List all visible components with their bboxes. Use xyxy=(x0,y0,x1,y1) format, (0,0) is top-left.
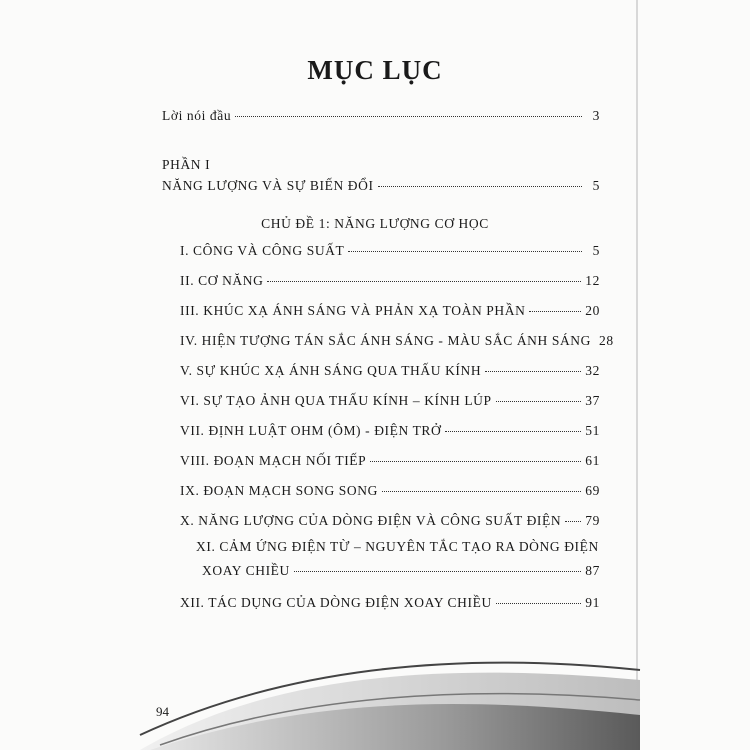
toc-entry xyxy=(180,333,614,349)
toc-entry-preface xyxy=(162,108,600,124)
toc-entry-label: IV. HIỆN TƯỢNG TÁN SẮC ÁNH SÁNG - MÀU SẮC ÁNH SÁNG xyxy=(180,333,591,348)
toc-entry-label: Lời nói đầu xyxy=(162,108,232,123)
toc-entry-label: VIII. ĐOẠN MẠCH NỐI TIẾP xyxy=(180,453,367,468)
toc-entry xyxy=(180,243,600,259)
dot-leader xyxy=(445,431,581,432)
dot-leader xyxy=(496,603,582,604)
toc-entry-page: 28 xyxy=(599,333,614,348)
page-number: 94 xyxy=(156,704,169,719)
dot-leader xyxy=(294,571,581,572)
toc-entry-page: 3 xyxy=(592,108,600,123)
toc-entry xyxy=(180,393,600,409)
toc-entry-page: 91 xyxy=(585,595,600,610)
toc-entry-label: NĂNG LƯỢNG VÀ SỰ BIẾN ĐỔI xyxy=(162,178,374,193)
toc-entry-label: V. SỰ KHÚC XẠ ÁNH SÁNG QUA THẤU KÍNH xyxy=(180,363,482,378)
dot-leader xyxy=(485,371,581,372)
toc-entry-page: 32 xyxy=(585,363,600,378)
toc-entry xyxy=(180,595,600,611)
part-heading: PHẦN I xyxy=(162,157,211,172)
toc-entry-label: I. CÔNG VÀ CÔNG SUẤT xyxy=(180,243,345,258)
toc-entry-page: 69 xyxy=(585,483,600,498)
decorative-wave xyxy=(0,640,750,750)
toc-entry-page: 61 xyxy=(585,453,600,468)
dot-leader xyxy=(235,116,582,117)
toc-entry xyxy=(202,563,600,579)
toc-entry-label: X. NĂNG LƯỢNG CỦA DÒNG ĐIỆN VÀ CÔNG SUẤT ĐIỆN xyxy=(180,513,562,528)
toc-entry-label-line1: XI. CẢM ỨNG ĐIỆN TỪ – NGUYÊN TẮC TẠO RA DÒNG ĐIỆN xyxy=(196,539,599,554)
dot-leader xyxy=(267,281,581,282)
toc-entry-page: 37 xyxy=(585,393,600,408)
toc-entry-page: 20 xyxy=(585,303,600,318)
toc-entry-page: 5 xyxy=(592,243,600,258)
toc-entry xyxy=(180,483,600,499)
toc-entry-part xyxy=(162,178,600,194)
dot-leader xyxy=(370,461,581,462)
topic-heading: CHỦ ĐỀ 1: NĂNG LƯỢNG CƠ HỌC xyxy=(261,216,489,231)
dot-leader xyxy=(565,521,581,522)
dot-leader xyxy=(348,251,582,252)
page-edge xyxy=(636,0,638,750)
toc-entry xyxy=(180,423,600,439)
toc-entry-label: XOAY CHIỀU xyxy=(202,563,290,578)
toc-entry xyxy=(180,513,600,529)
toc-entry-page: 79 xyxy=(585,513,600,528)
toc-entry-label: II. CƠ NĂNG xyxy=(180,273,264,288)
toc-entry-label: VI. SỰ TẠO ẢNH QUA THẤU KÍNH – KÍNH LÚP xyxy=(180,393,492,408)
toc-entry-label: IX. ĐOẠN MẠCH SONG SONG xyxy=(180,483,378,498)
toc-entry-page: 5 xyxy=(592,178,600,193)
toc-entry-label: VII. ĐỊNH LUẬT OHM (ÔM) - ĐIỆN TRỞ xyxy=(180,423,442,438)
dot-leader xyxy=(529,311,581,312)
toc-entry xyxy=(180,273,600,289)
dot-leader xyxy=(496,401,582,402)
toc-entry-page: 12 xyxy=(585,273,600,288)
toc-entry xyxy=(180,453,600,469)
dot-leader xyxy=(378,186,582,187)
toc-entry-label: XII. TÁC DỤNG CỦA DÒNG ĐIỆN XOAY CHIỀU xyxy=(180,595,492,610)
toc-entry xyxy=(180,363,600,379)
page-title: MỤC LỤC xyxy=(307,55,443,85)
toc-entry xyxy=(180,303,600,319)
toc-entry-label: III. KHÚC XẠ ÁNH SÁNG VÀ PHẢN XẠ TOÀN PHẦN xyxy=(180,303,526,318)
toc-entry-page: 87 xyxy=(585,563,600,578)
dot-leader xyxy=(382,491,581,492)
toc-entry-page: 51 xyxy=(585,423,600,438)
